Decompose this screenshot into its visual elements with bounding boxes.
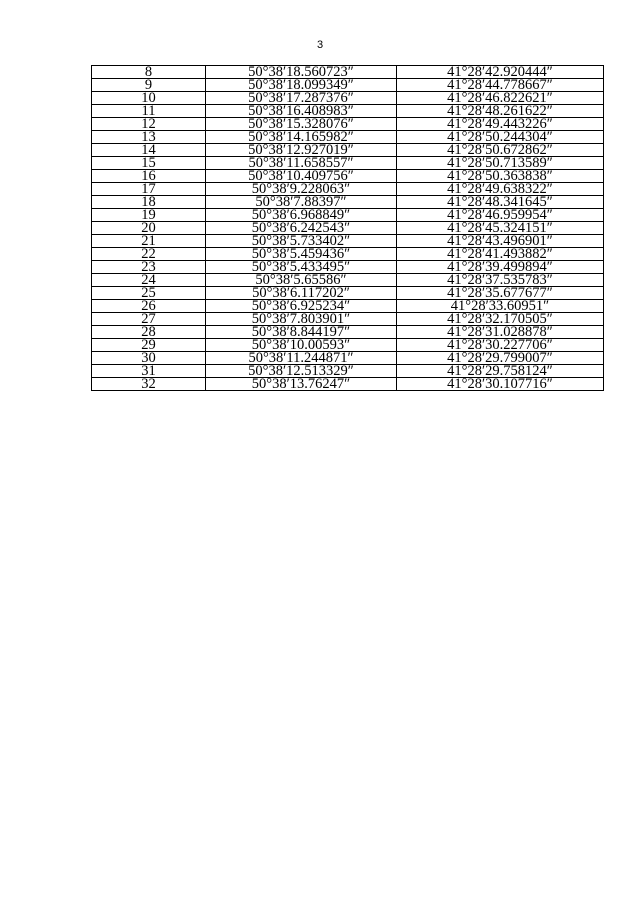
table-row [92,196,604,209]
longitude-cell: 41°28′37.535783″ [397,274,604,287]
latitude-cell: 50°38′7.803901″ [206,313,397,326]
longitude-cell: 41°28′50.713589″ [397,157,604,170]
latitude-cell: 50°38′7.88397″ [206,196,397,209]
table-row [92,66,604,79]
latitude-cell: 50°38′12.927019″ [206,144,397,157]
point-number-cell: 23 [92,261,206,274]
latitude-cell: 50°38′15.328076″ [206,118,397,131]
table-row [92,274,604,287]
table-row [92,209,604,222]
table-row [92,248,604,261]
coordinates-table-body [92,66,604,391]
longitude-cell: 41°28′43.496901″ [397,235,604,248]
point-number-cell: 14 [92,144,206,157]
longitude-cell: 41°28′42.920444″ [397,66,604,79]
table-row [92,352,604,365]
table-row [92,339,604,352]
longitude-cell: 41°28′44.778667″ [397,79,604,92]
point-number-cell: 12 [92,118,206,131]
table-row [92,183,604,196]
longitude-cell: 41°28′30.227706″ [397,339,604,352]
table-row [92,287,604,300]
longitude-cell: 41°28′48.261622″ [397,105,604,118]
table-row [92,261,604,274]
longitude-cell: 41°28′33.60951″ [397,300,604,313]
point-number-cell: 27 [92,313,206,326]
latitude-cell: 50°38′11.244871″ [206,352,397,365]
latitude-cell: 50°38′14.165982″ [206,131,397,144]
latitude-cell: 50°38′10.409756″ [206,170,397,183]
latitude-cell: 50°38′5.433495″ [206,261,397,274]
longitude-cell: 41°28′46.959954″ [397,209,604,222]
latitude-cell: 50°38′6.242543″ [206,222,397,235]
latitude-cell: 50°38′9.228063″ [206,183,397,196]
table-row [92,365,604,378]
point-number-cell: 30 [92,352,206,365]
latitude-cell: 50°38′13.76247″ [206,378,397,391]
table-row [92,170,604,183]
longitude-cell: 41°28′29.758124″ [397,365,604,378]
table-row [92,105,604,118]
point-number-cell: 13 [92,131,206,144]
table-row [92,118,604,131]
point-number-cell: 20 [92,222,206,235]
point-number-cell: 29 [92,339,206,352]
point-number-cell: 16 [92,170,206,183]
table-row [92,235,604,248]
point-number-cell: 26 [92,300,206,313]
point-number-cell: 8 [92,66,206,79]
table-row [92,144,604,157]
point-number-cell: 24 [92,274,206,287]
longitude-cell: 41°28′45.324151″ [397,222,604,235]
longitude-cell: 41°28′50.244304″ [397,131,604,144]
table-row [92,131,604,144]
longitude-cell: 41°28′50.363838″ [397,170,604,183]
point-number-cell: 10 [92,92,206,105]
table-row [92,222,604,235]
latitude-cell: 50°38′5.733402″ [206,235,397,248]
table-row [92,79,604,92]
longitude-cell: 41°28′39.499894″ [397,261,604,274]
longitude-cell: 41°28′29.799007″ [397,352,604,365]
table-row [92,326,604,339]
page-number: 3 [316,39,324,51]
coordinates-table [91,65,604,391]
point-number-cell: 32 [92,378,206,391]
latitude-cell: 50°38′18.560723″ [206,66,397,79]
latitude-cell: 50°38′6.968849″ [206,209,397,222]
longitude-cell: 41°28′49.443226″ [397,118,604,131]
point-number-cell: 18 [92,196,206,209]
latitude-cell: 50°38′16.408983″ [206,105,397,118]
point-number-cell: 15 [92,157,206,170]
latitude-cell: 50°38′17.287376″ [206,92,397,105]
point-number-cell: 31 [92,365,206,378]
table-row [92,157,604,170]
point-number-cell: 19 [92,209,206,222]
point-number-cell: 28 [92,326,206,339]
longitude-cell: 41°28′31.028878″ [397,326,604,339]
point-number-cell: 11 [92,105,206,118]
longitude-cell: 41°28′41.493882″ [397,248,604,261]
longitude-cell: 41°28′46.822621″ [397,92,604,105]
table-row [92,92,604,105]
latitude-cell: 50°38′8.844197″ [206,326,397,339]
longitude-cell: 41°28′35.677677″ [397,287,604,300]
latitude-cell: 50°38′12.513329″ [206,365,397,378]
point-number-cell: 17 [92,183,206,196]
latitude-cell: 50°38′6.117202″ [206,287,397,300]
longitude-cell: 41°28′30.107716″ [397,378,604,391]
table-row [92,300,604,313]
table-row [92,313,604,326]
longitude-cell: 41°28′49.638322″ [397,183,604,196]
latitude-cell: 50°38′6.925234″ [206,300,397,313]
longitude-cell: 41°28′48.341645″ [397,196,604,209]
latitude-cell: 50°38′5.65586″ [206,274,397,287]
longitude-cell: 41°28′32.170505″ [397,313,604,326]
point-number-cell: 25 [92,287,206,300]
latitude-cell: 50°38′10.00593″ [206,339,397,352]
latitude-cell: 50°38′5.459436″ [206,248,397,261]
point-number-cell: 22 [92,248,206,261]
latitude-cell: 50°38′18.099349″ [206,79,397,92]
point-number-cell: 21 [92,235,206,248]
latitude-cell: 50°38′11.658557″ [206,157,397,170]
longitude-cell: 41°28′50.672862″ [397,144,604,157]
table-row [92,378,604,391]
point-number-cell: 9 [92,79,206,92]
